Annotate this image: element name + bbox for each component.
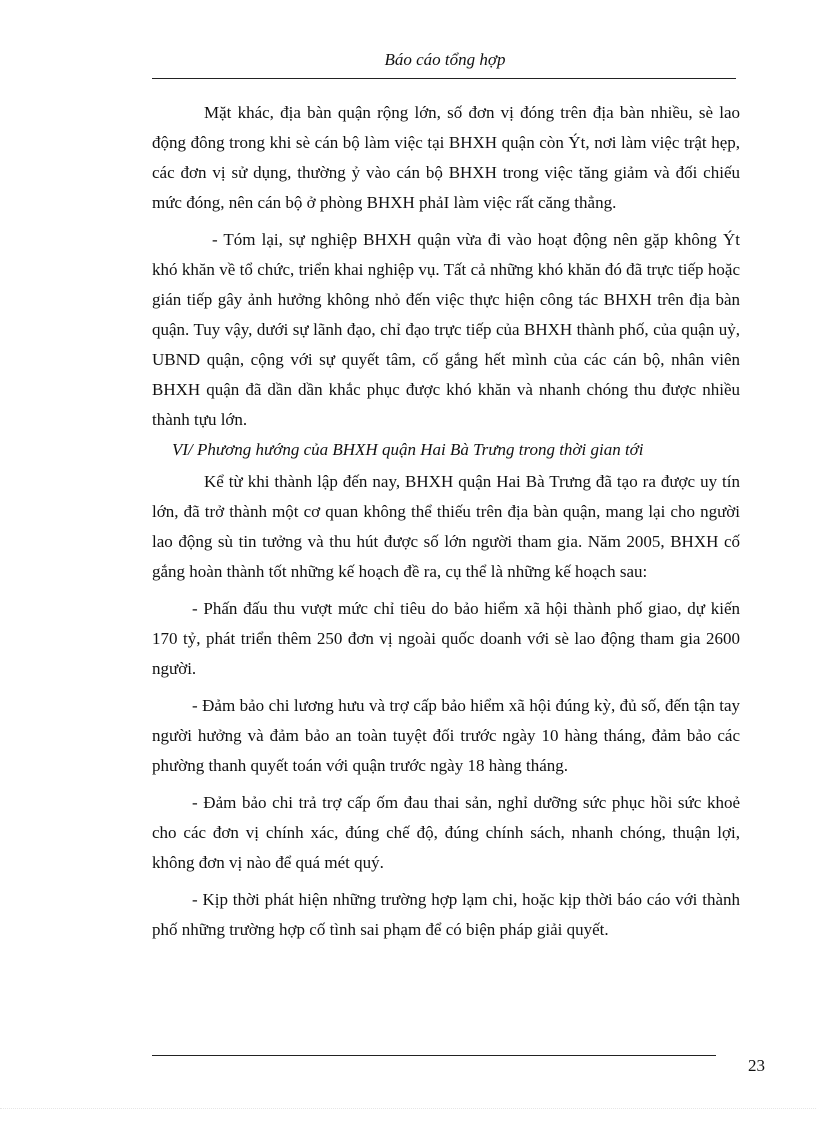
page-number: 23 — [748, 1056, 765, 1075]
footer-rule — [152, 1055, 716, 1056]
paragraph: - Tóm lại, sự nghiệp BHXH quận vừa đi vào hoạt động nên gặp không Ýt khó khăn về tổ chức, triển khai nghiệp vụ. Tất cả những khó khăn đó đã trực tiếp hoặc gián tiếp gây ảnh hưởng không nhỏ đến việc thực hiện công tác BHXH trên địa bàn quận. Tuy vậy, dưới sự lãnh đạo, chỉ đạo trực tiếp của BHXH thành phố, của quận uỷ, UBND quận, cộng với sự quyết tâm, cố gắng hết mình của các cán bộ, nhân viên BHXH quận đã dần dần khắc phục được khó khăn và nhanh chóng thu được nhiều thành tựu lớn. — [152, 230, 740, 429]
paragraph: Kể từ khi thành lập đến nay, BHXH quận Hai Bà Trưng đã tạo ra được uy tín lớn, đã trở thành một cơ quan không thể thiếu trên địa bàn quận, mang lại cho người lao động sù tin tưởng và thu hút được số lớn người tham gia. Năm 2005, BHXH cố gắng hoàn thành tốt những kế hoạch đề ra, cụ thể là những kế hoạch sau: — [152, 472, 740, 581]
header-rule — [152, 78, 736, 79]
page-body — [152, 98, 740, 952]
list-item: - Kịp thời phát hiện những trường hợp lạm chi, hoặc kịp thời báo cáo với thành phố những trường hợp cố tình sai phạm để có biện pháp giải quyết. — [152, 890, 740, 939]
running-header: Báo cáo tổng hợp — [384, 50, 506, 69]
page-edge-divider — [0, 1108, 816, 1109]
list-item: - Đảm bảo chi lương hưu và trợ cấp bảo hiểm xã hội đúng kỳ, đủ số, đến tận tay người hưởng và đảm bảo an toàn tuyệt đối trước ngày 10 hàng tháng, đảm bảo các phường thanh quyết toán với quận trước ngày 18 hàng tháng. — [152, 696, 740, 775]
list-item: - Phấn đấu thu vượt mức chỉ tiêu do bảo hiểm xã hội thành phố giao, dự kiến 170 tỷ, phát triển thêm 250 đơn vị ngoài quốc doanh với sè lao động tham gia 2600 người. — [152, 599, 740, 678]
list-item: - Đảm bảo chi trả trợ cấp ốm đau thai sản, nghỉ dưỡng sức phục hồi sức khoẻ cho các đơn vị chính xác, đúng chế độ, đúng chính sách, nhanh chóng, thuận lợi, không đơn vị nào để quá mét quý. — [152, 793, 740, 872]
paragraph: Mặt khác, địa bàn quận rộng lớn, số đơn vị đóng trên địa bàn nhiều, sè lao động đông trong khi sè cán bộ làm việc tại BHXH quận còn Ýt, nơi làm việc trật hẹp, các đơn vị sử dụng, thường ỷ vào cán bộ BHXH trong việc tăng giảm và đối chiếu mức đóng, nên cán bộ ở phòng BHXH phảI làm việc rất căng thẳng. — [152, 103, 740, 212]
section-heading: VI/ Phương hướng của BHXH quận Hai Bà Trưng trong thời gian tới — [172, 440, 644, 459]
